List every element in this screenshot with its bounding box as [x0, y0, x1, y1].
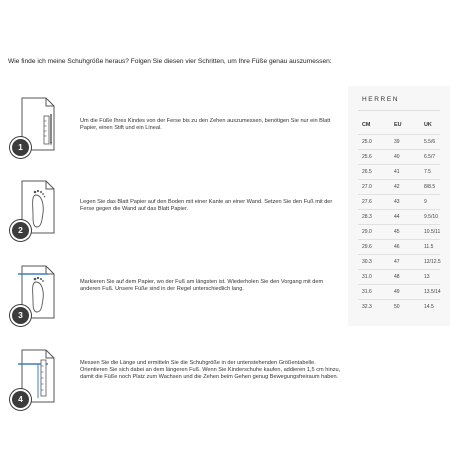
- table-row: [358, 179, 440, 195]
- step-2: [8, 177, 338, 241]
- eu-cell: 49: [394, 289, 400, 295]
- table-row: [358, 149, 440, 165]
- eu-cell: 50: [394, 304, 400, 310]
- cm-cell: 25.0: [362, 139, 372, 145]
- foot-on-paper-icon: [8, 177, 62, 241]
- step-text: Um die Füße Ihres Kindes von der Ferse bis zu den Zehen auszumessen, benötigen Sie nur ein Blatt Papier, einen Stift und ein Lineal.: [80, 118, 331, 132]
- size-chart-table: [348, 86, 450, 326]
- cm-cell: 29.0: [362, 229, 372, 235]
- uk-cell: 8/8.5: [424, 184, 436, 190]
- eu-cell: 41: [394, 169, 400, 175]
- table-row: [358, 284, 440, 300]
- uk-cell: 5.5/6: [424, 139, 436, 145]
- step-text: Markieren Sie auf dem Papier, wo der Fuß am längsten ist. Wiederholen Sie den Vorgang mit dem anderen Fuß. Unsere Füße sind in der Regel unterschiedlich lang.: [80, 279, 324, 293]
- foot-mark-icon: [8, 262, 62, 326]
- uk-cell: 12/12.5: [424, 259, 441, 265]
- uk-cell: 7.5: [424, 169, 431, 175]
- table-row: [358, 254, 440, 270]
- cm-cell: 28.3: [362, 214, 372, 220]
- eu-cell: 44: [394, 214, 400, 220]
- uk-cell: 11.5: [424, 244, 434, 250]
- step-1: [8, 94, 338, 158]
- eu-cell: 47: [394, 259, 400, 265]
- step-number-badge: 4: [10, 389, 31, 410]
- uk-cell: 13.5/14: [424, 289, 441, 295]
- cm-cell: 30.3: [362, 259, 372, 265]
- table-row: [358, 269, 440, 285]
- eu-cell: 39: [394, 139, 400, 145]
- uk-cell: 9.5/10: [424, 214, 438, 220]
- cm-cell: 26.5: [362, 169, 372, 175]
- cm-cell: 31.0: [362, 274, 372, 280]
- table-row: [358, 209, 440, 225]
- step-4: [8, 346, 341, 410]
- eu-cell: 45: [394, 229, 400, 235]
- uk-cell: 14.5: [424, 304, 434, 310]
- uk-cell: 10.5/11: [424, 229, 441, 235]
- intro-text: Wie finde ich meine Schuhgröße heraus? Folgen Sie diesen vier Schritten, um Ihre Füße genau auszumessen:: [8, 58, 332, 65]
- table-row: [358, 224, 440, 240]
- uk-cell: 9: [424, 199, 427, 205]
- paper-pen-ruler-icon: [8, 94, 62, 158]
- cm-cell: 32.3: [362, 304, 372, 310]
- column-header-eu: EU: [394, 122, 402, 128]
- eu-cell: 40: [394, 154, 400, 160]
- step-number-badge: 3: [10, 305, 31, 326]
- divider: [358, 110, 440, 111]
- eu-cell: 48: [394, 274, 400, 280]
- table-title: HERREN: [362, 96, 400, 103]
- step-number-badge: 2: [10, 220, 31, 241]
- step-text: Legen Sie das Blatt Papier auf den Boden mit einer Kante an einer Wand. Setzen Sie den Fuß mit der Ferse gegen die Wand auf das Blatt Papier.: [80, 199, 333, 213]
- measure-length-icon: [8, 346, 62, 410]
- uk-cell: 13: [424, 274, 430, 280]
- table-row: [358, 164, 440, 180]
- step-number-badge: 1: [10, 137, 31, 158]
- eu-cell: 46: [394, 244, 400, 250]
- eu-cell: 43: [394, 199, 400, 205]
- cm-cell: 25.6: [362, 154, 372, 160]
- column-header-cm: CM: [362, 122, 371, 128]
- cm-cell: 29.6: [362, 244, 372, 250]
- cm-cell: 31.6: [362, 289, 372, 295]
- table-row: [358, 134, 440, 150]
- step-text: Messen Sie die Länge und ermitteln Sie die Schuhgröße in der untenstehenden Größentabelle. Orientieren Sie sich dabei an dem längeren Fuß. Wenn Sie Kinderschuhe kaufen, addieren 1,5 cm hinzu, damit die Füße noch Platz zum Wachsen und die Zehen beim Gehen genug Bewegungsfreiraum haben.: [80, 360, 341, 381]
- cm-cell: 27.0: [362, 184, 372, 190]
- table-row: [358, 194, 440, 210]
- column-header-uk: UK: [424, 122, 432, 128]
- step-3: [8, 262, 338, 326]
- cm-cell: 27.6: [362, 199, 372, 205]
- eu-cell: 42: [394, 184, 400, 190]
- table-row: [358, 239, 440, 255]
- table-row: [358, 299, 440, 315]
- uk-cell: 6.5/7: [424, 154, 436, 160]
